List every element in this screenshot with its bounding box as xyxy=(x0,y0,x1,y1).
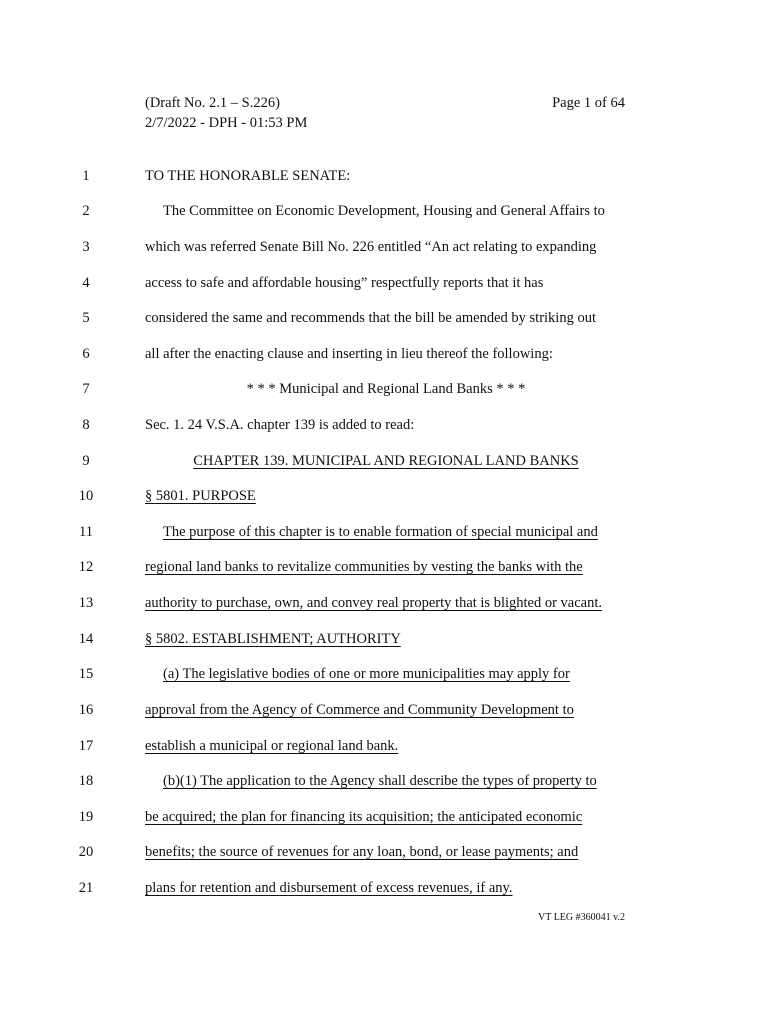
line-text: TO THE HONORABLE SENATE: xyxy=(145,168,351,184)
line-number: 20 xyxy=(78,844,94,860)
line-text: plans for retention and disbursement of excess revenues, if any. xyxy=(145,880,513,896)
line-text: regional land banks to revitalize communities by vesting the banks with the xyxy=(145,559,583,575)
line-text: be acquired; the plan for financing its acquisition; the anticipated economic xyxy=(145,809,583,825)
line-number: 4 xyxy=(82,275,90,291)
line-number: 9 xyxy=(82,453,90,469)
line-text: considered the same and recommends that the bill be amended by striking out xyxy=(145,310,596,326)
section-divider-heading: * * * Municipal and Regional Land Banks * * * xyxy=(246,381,526,397)
document-footer-id: VT LEG #360041 v.2 xyxy=(538,912,625,923)
line-text: The purpose of this chapter is to enable formation of special municipal and xyxy=(163,524,598,540)
line-number: 6 xyxy=(82,346,90,362)
line-text: which was referred Senate Bill No. 226 entitled “An act relating to expanding xyxy=(145,239,597,255)
line-text: (a) The legislative bodies of one or more municipalities may apply for xyxy=(163,666,570,682)
line-number: 14 xyxy=(78,631,94,647)
page-number: Page 1 of 64 xyxy=(552,95,625,111)
line-number: 15 xyxy=(78,666,94,682)
line-number: 13 xyxy=(78,595,94,611)
line-text: benefits; the source of revenues for any loan, bond, or lease payments; and xyxy=(145,844,579,860)
line-text: Sec. 1. 24 V.S.A. chapter 139 is added to read: xyxy=(145,417,415,433)
line-number: 19 xyxy=(78,809,94,825)
line-number: 1 xyxy=(82,168,90,184)
line-number: 17 xyxy=(78,738,94,754)
line-text: authority to purchase, own, and convey real property that is blighted or vacant. xyxy=(145,595,603,611)
line-number: 16 xyxy=(78,702,94,718)
line-text: The Committee on Economic Development, Housing and General Affairs to xyxy=(163,203,605,219)
line-number: 12 xyxy=(78,559,94,575)
line-number: 11 xyxy=(79,524,93,540)
line-text: (b)(1) The application to the Agency shall describe the types of property to xyxy=(163,773,597,789)
line-number: 2 xyxy=(82,203,90,219)
draft-number: (Draft No. 2.1 – S.226) xyxy=(145,95,280,111)
line-number: 7 xyxy=(82,381,90,397)
line-number: 18 xyxy=(78,773,94,789)
page-header-left xyxy=(145,93,307,133)
line-number: 8 xyxy=(82,417,90,433)
draft-timestamp: 2/7/2022 - DPH - 01:53 PM xyxy=(145,115,308,131)
line-text: access to safe and affordable housing” respectfully reports that it has xyxy=(145,275,544,291)
section-heading: § 5802. ESTABLISHMENT; AUTHORITY xyxy=(145,631,401,647)
line-number: 5 xyxy=(82,310,90,326)
line-number: 10 xyxy=(78,488,94,504)
chapter-heading: CHAPTER 139. MUNICIPAL AND REGIONAL LAND BANKS xyxy=(193,453,579,469)
line-text: approval from the Agency of Commerce and Community Development to xyxy=(145,702,574,718)
line-number: 3 xyxy=(82,239,90,255)
line-text: all after the enacting clause and inserting in lieu thereof the following: xyxy=(145,346,553,362)
section-heading: § 5801. PURPOSE xyxy=(145,488,256,504)
line-text: establish a municipal or regional land bank. xyxy=(145,738,399,754)
line-number: 21 xyxy=(78,880,94,896)
